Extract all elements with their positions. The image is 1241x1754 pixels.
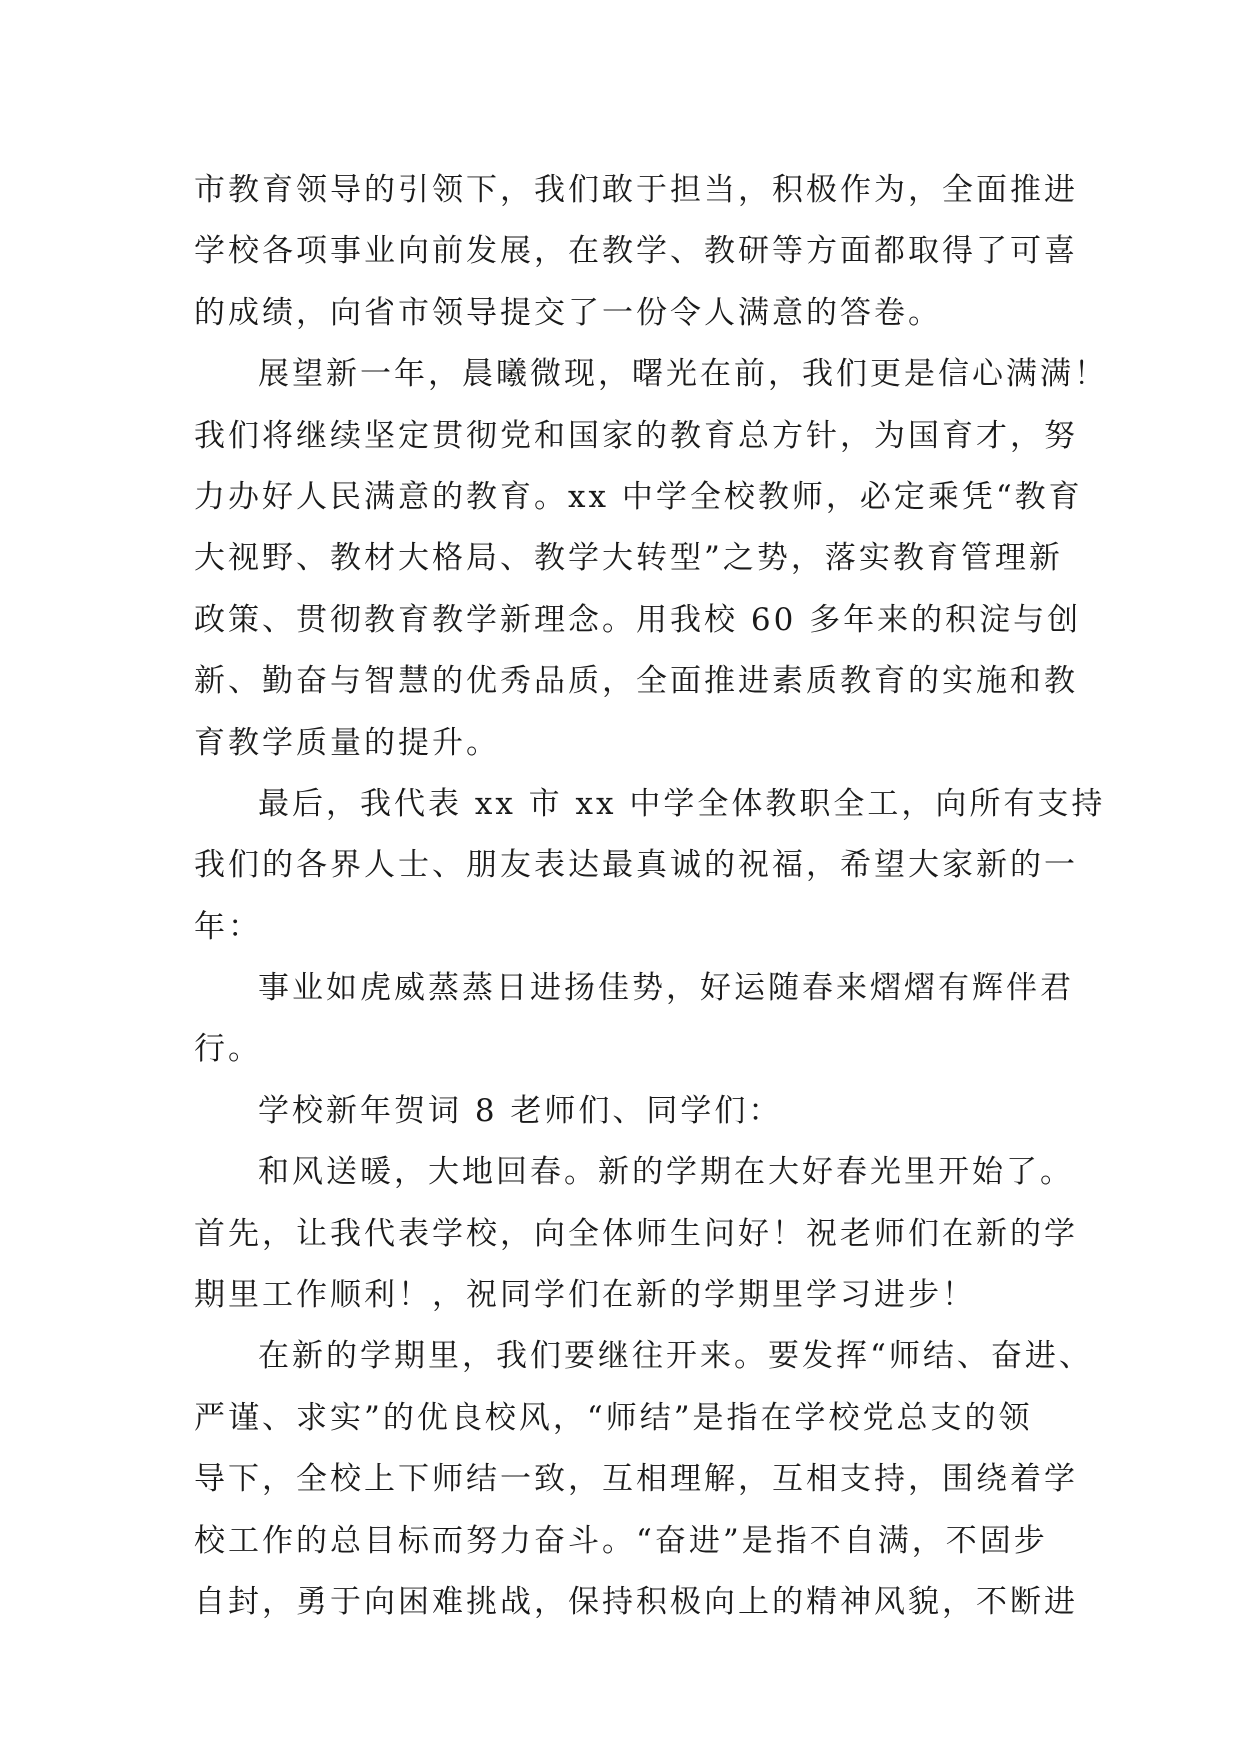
document-body	[194, 160, 1108, 1633]
text-line: 政策、贯彻教育教学新理念。用我校 60 多年来的积淀与创	[194, 601, 1082, 638]
text-line: 育教学质量的提升。	[194, 724, 500, 761]
text-line: 我们的各界人士、朋友表达最真诚的祝福，希望大家新的一	[194, 847, 1078, 884]
text-line: 和风送暖，大地回春。新的学期在大好春光里开始了。	[258, 1154, 1074, 1191]
text-line: 导下，全校上下师结一致，互相理解，互相支持，围绕着学	[194, 1461, 1078, 1498]
text-line: 展望新一年，晨曦微现，曙光在前，我们更是信心满满！	[258, 356, 1108, 393]
text-line: 在新的学期里，我们要继往开来。要发挥“师结、奋进、	[258, 1338, 1093, 1375]
text-line: 我们将继续坚定贯彻党和国家的教育总方针，为国育才，努	[194, 417, 1078, 454]
text-line: 首先，让我代表学校，向全体师生问好！祝老师们在新的学	[194, 1215, 1078, 1252]
text-line: 校工作的总目标而努力奋斗。“奋进”是指不自满，不固步	[194, 1522, 1048, 1559]
text-line: 市教育领导的引领下，我们敢于担当，积极作为，全面推进	[194, 172, 1078, 208]
text-line: 事业如虎威蒸蒸日进扬佳势，好运随春来熠熠有辉伴君	[258, 970, 1074, 1007]
text-line: 大视野、教材大格局、教学大转型”之势，落实教育管理新	[194, 540, 1063, 577]
text-line: 力办好人民满意的教育。xx 中学全校教师，必定乘凭“教育	[194, 478, 1083, 515]
text-line: 学校各项事业向前发展，在教学、教研等方面都取得了可喜	[194, 233, 1078, 270]
text-line: 学校新年贺词 8 老师们、同学们：	[258, 1092, 783, 1129]
text-line: 最后，我代表 xx 市 xx 中学全体教职全工，向所有支持	[258, 785, 1106, 822]
text-line: 的成绩，向省市领导提交了一份令人满意的答卷。	[194, 294, 942, 331]
text-line: 严谨、求实”的优良校风，“师结”是指在学校党总支的领	[194, 1399, 1033, 1436]
text-line: 新、勤奋与智慧的优秀品质，全面推进素质教育的实施和教	[194, 663, 1078, 700]
text-line: 年：	[194, 908, 262, 945]
text-line: 行。	[194, 1031, 262, 1068]
text-line: 期里工作顺利！，祝同学们在新的学期里学习进步！	[194, 1277, 976, 1314]
text-line: 自封，勇于向困难挑战，保持积极向上的精神风貌，不断进	[194, 1583, 1078, 1620]
